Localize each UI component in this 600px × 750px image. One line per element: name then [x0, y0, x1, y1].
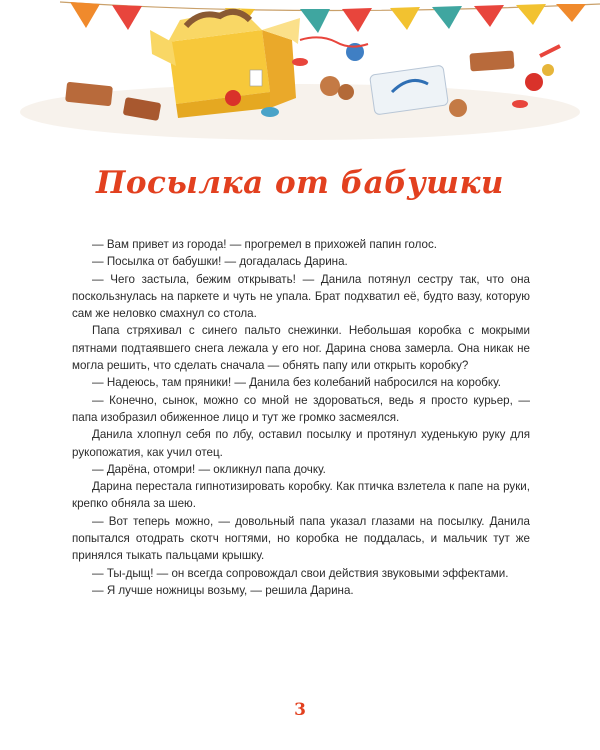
candy-cane	[540, 46, 560, 56]
candy	[292, 58, 308, 66]
bunting-flag	[390, 7, 420, 30]
paragraph: — Конечно, сынок, можно со мной не здороваться, ведь я просто курьер, — папа изобразил обиженное лицо и тут же громко засмеялся.	[72, 393, 530, 424]
bunting-flag	[300, 9, 330, 33]
paragraph: — Вам привет из города! — прогремел в прихожей папин голос.	[92, 238, 437, 251]
ornament-red	[225, 90, 241, 106]
paragraph: — Ты-дыщ! — он всегда сопровождал свои действия звуковыми эффектами.	[92, 566, 509, 580]
paragraph: — Я лучше ножницы возьму, — решила Дарина.	[92, 583, 354, 597]
header-illustration	[0, 0, 600, 150]
bunting-flag	[70, 2, 100, 28]
gingerbread-cookie	[449, 99, 467, 117]
paragraph: — Надеюсь, там пряники! — Данила без колебаний набросился на коробку.	[92, 376, 501, 390]
paragraph: Папа стряхивал с синего пальто снежинки. Небольшая коробка с мокрыми пятнами подтаявшего снега лежала у его ног. Дарина снова замерла. Она никак не могла решить, что сделать сначала — обнять папу или открыть коробку?	[72, 324, 530, 373]
candy	[261, 107, 279, 117]
paragraph: — Вот теперь можно, — довольный папа указал глазами на посылку. Данила попытался отодрать скотч ногтями, но коробка не поддалась, и мальчик тут же принялся тыкать пальцами крышку.	[72, 514, 530, 563]
paragraph: — Чего застыла, бежим открывать! — Данила потянул сестру так, что она поскользнулась на паркете и чуть не упала. Брат подхватил её, будто вазу, которую сам же неловко смахнул со стола.	[72, 272, 530, 321]
bunting-flag	[474, 5, 504, 27]
bunting-flag	[342, 8, 372, 32]
paragraph: — Посылка от бабушки! — догадалась Дарина.	[92, 255, 348, 269]
paragraph: — Дарёна, отомри! — окликнул папа дочку.	[92, 462, 326, 476]
story-text	[72, 236, 530, 599]
paragraph: Данила хлопнул себя по лбу, оставил посылку и протянул худенькую руку для рукопожатия, как учил отец.	[72, 428, 530, 459]
ornament-red	[525, 73, 543, 91]
bunting-flag	[516, 4, 546, 25]
paragraph: Дарина перестала гипнотизировать коробку. Как птичка взлетела к папе на руки, крепко обняла за шею.	[72, 480, 530, 511]
page-title: Посылка от бабушки	[96, 165, 504, 201]
bunting-flag	[112, 5, 142, 30]
gingerbread-cookie	[338, 84, 354, 100]
gingerbread-cookie	[469, 50, 514, 71]
candy	[512, 100, 528, 108]
gingerbread-cookie	[320, 76, 340, 96]
bunting-flag	[556, 4, 586, 22]
ornament-gold	[542, 64, 554, 76]
page-number: 3	[294, 700, 306, 720]
bunting-flag	[432, 6, 462, 29]
